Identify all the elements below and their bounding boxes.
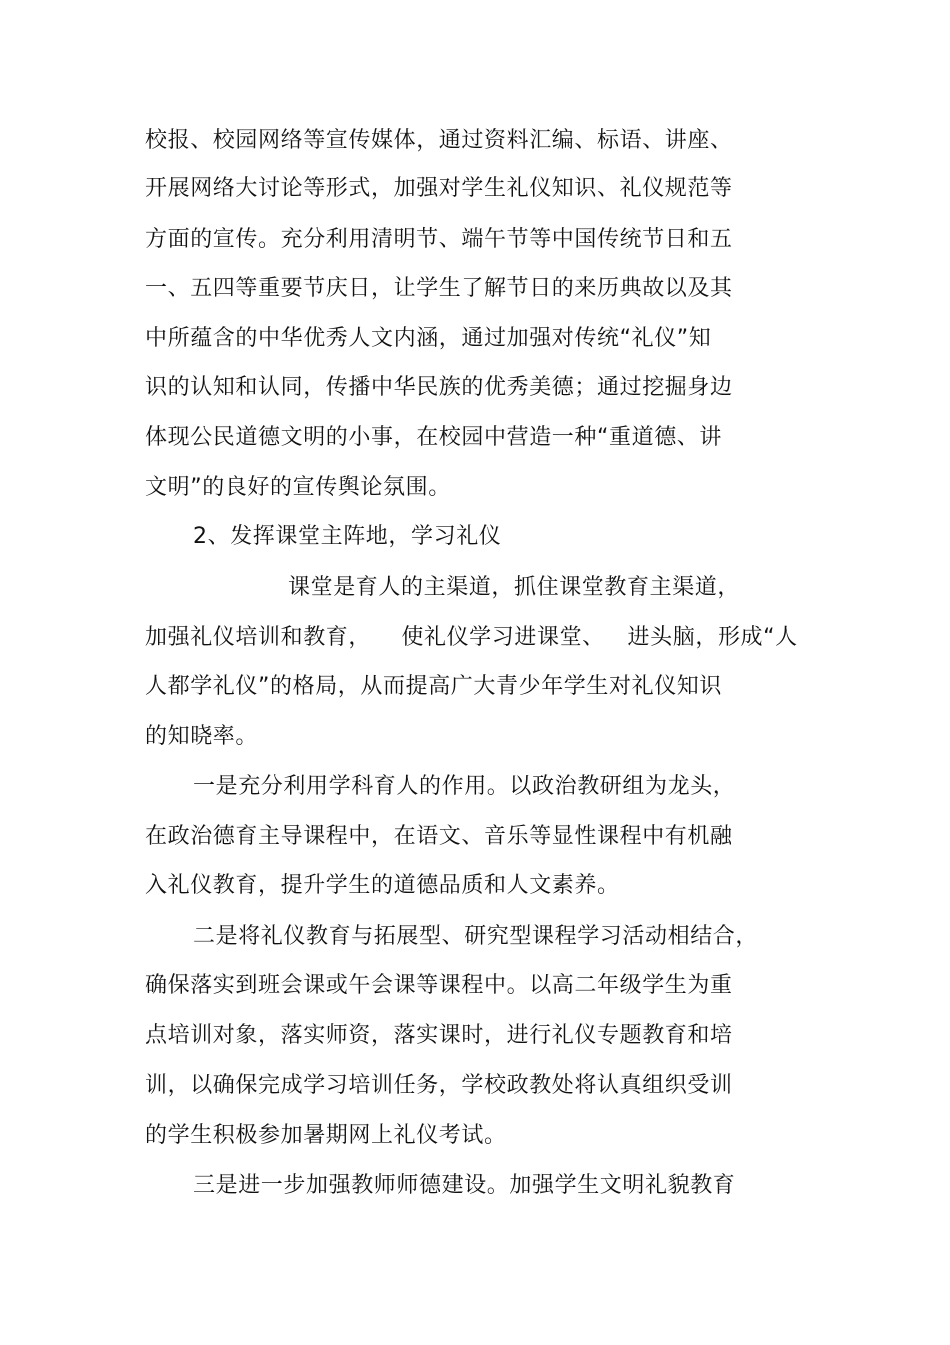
section-heading: 2、发挥课堂主阵地，学习礼仪: [193, 524, 502, 549]
text-line: 二是将礼仪教育与拓展型、研究型课程学习活动相结合，: [193, 924, 759, 949]
text-line: 入礼仪教育，提升学生的道德品质和人文素养。: [145, 873, 620, 898]
text-line: 方面的宣传。充分利用清明节、端午节等中国传统节日和五: [145, 227, 733, 252]
text-line: 开展网络大讨论等形式，加强对学生礼仪知识、礼仪规范等: [145, 176, 733, 201]
text-line: 一、五四等重要节庆日，让学生了解节日的来历典故以及其: [145, 276, 733, 301]
text-line: 体现公民道德文明的小事，在校园中营造一种“重道德、讲: [145, 425, 722, 450]
text-line: 文明”的良好的宣传舆论氛围。: [145, 475, 451, 500]
text-line: 加强礼仪培训和教育， 使礼仪学习进课堂、 进头脑，形成“人: [145, 625, 798, 650]
text-line: 校报、校园网络等宣传媒体，通过资料汇编、标语、讲座、: [145, 128, 733, 153]
text-line: 的知晓率。: [145, 724, 259, 749]
text-line: 点培训对象，落实师资，落实课时，进行礼仪专题教育和培: [145, 1023, 733, 1048]
text-line: 训，以确保完成学习培训任务，学校政教处将认真组织受训: [145, 1073, 733, 1098]
text-line: 识的认知和认同，传播中华民族的优秀美德；通过挖掘身边: [145, 375, 733, 400]
text-line: 在政治德育主导课程中，在语文、音乐等显性课程中有机融: [145, 824, 733, 849]
text-line: 中所蕴含的中华优秀人文内涵，通过加强对传统“礼仪”知: [145, 326, 712, 351]
text-line: 确保落实到班会课或午会课等课程中。以高二年级学生为重: [145, 973, 733, 998]
text-line: 的学生积极参加暑期网上礼仪考试。: [145, 1123, 507, 1148]
text-line: 课堂是育人的主渠道，抓住课堂教育主渠道，: [288, 575, 741, 600]
text-line: 人都学礼仪”的格局，从而提高广大青少年学生对礼仪知识: [145, 674, 722, 699]
text-line: 三是进一步加强教师师德建设。加强学生文明礼貌教育: [193, 1173, 736, 1198]
text-line: 一是充分利用学科育人的作用。以政治教研组为龙头，: [193, 774, 736, 799]
